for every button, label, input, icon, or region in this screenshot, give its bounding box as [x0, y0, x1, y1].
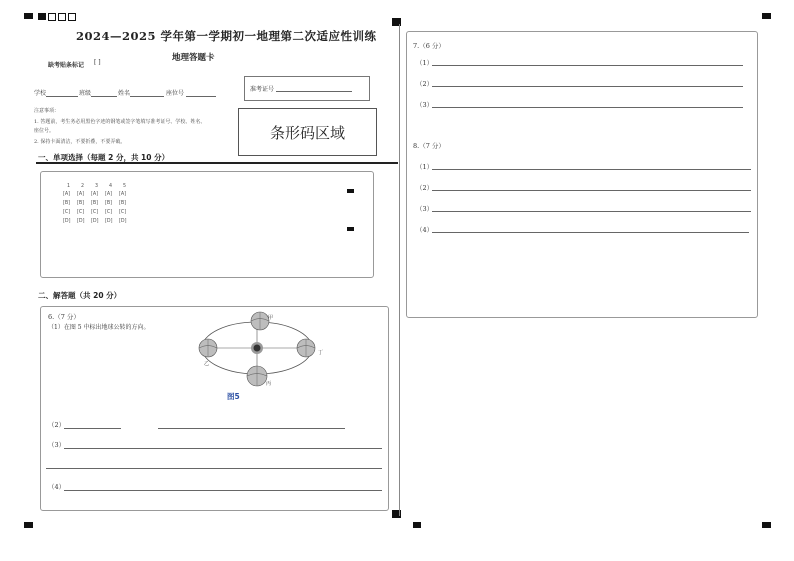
notes-line-2: 座位号。 [34, 128, 55, 134]
fig-label-bing: 丙 [266, 381, 272, 387]
school-field[interactable] [46, 96, 78, 97]
class-field[interactable] [91, 96, 117, 97]
corner-mark-bottom-right [762, 522, 771, 528]
mcq-bubble[interactable]: [A] [105, 192, 113, 197]
q7-part2-label: （2） [416, 80, 434, 88]
fig-label-ding: 丁 [318, 350, 324, 356]
corner-mark-top-left [24, 13, 33, 19]
q8-title: 8.（7 分） [413, 142, 445, 150]
earth-bottom [247, 366, 267, 386]
q7-part1-label: （1） [416, 59, 434, 67]
header-marker-empty-2 [58, 13, 66, 21]
header-marker-filled [38, 13, 46, 20]
q8-part1-answer-line[interactable] [432, 169, 751, 170]
q8-part2-label: （2） [416, 184, 434, 192]
fig-label-jia: 甲 [268, 315, 274, 321]
section1-rule [36, 162, 398, 164]
corner-mark-top-right [762, 13, 771, 19]
mcq-bubble[interactable]: [D] [77, 219, 85, 224]
q8-part4-answer-line[interactable] [432, 232, 749, 233]
earth-top [251, 312, 269, 330]
section2-heading: 二、解答题（共 20 分） [38, 291, 122, 300]
seat-label: 座位号 [166, 90, 185, 97]
mcq-bubble[interactable]: [C] [119, 210, 127, 215]
mcq-bubble[interactable]: [C] [105, 210, 113, 215]
mcq-number: 4 [109, 184, 113, 189]
q6-part4-label: （4） [48, 483, 66, 491]
figure-caption: 图5 [227, 392, 240, 401]
exam-number-field[interactable] [276, 91, 352, 92]
q7-q8-answer-box [406, 31, 758, 318]
q6-part4-answer-line[interactable] [64, 490, 382, 491]
mcq-bubble[interactable]: [D] [105, 219, 113, 224]
page-title: 2024—2025 学年第一学期初一地理第二次适应性训练 [76, 29, 377, 43]
mcq-bubble[interactable]: [C] [63, 210, 71, 215]
mcq-number: 1 [67, 184, 71, 189]
page-divider [399, 24, 400, 516]
mcq-bubble[interactable]: [B] [63, 201, 71, 206]
q6-part2-answer-line-b[interactable] [158, 428, 345, 429]
mcq-answer-box [40, 171, 374, 278]
q6-part2-label: （2） [48, 421, 66, 429]
q7-part1-answer-line[interactable] [432, 65, 743, 66]
mcq-bubble[interactable]: [A] [91, 192, 99, 197]
mcq-number: 5 [123, 184, 127, 189]
header-marker-empty-1 [48, 13, 56, 21]
mcq-bubble[interactable]: [D] [91, 219, 99, 224]
mcq-bubble[interactable]: [C] [91, 210, 99, 215]
q8-part3-label: （3） [416, 205, 434, 213]
exam-number-label: 准考证号 [250, 86, 275, 93]
q6-part3-answer-line[interactable] [64, 448, 382, 449]
sun [254, 345, 261, 352]
earth-right [297, 339, 315, 357]
mcq-bubble[interactable]: [C] [77, 210, 85, 215]
earth-left [199, 339, 217, 357]
q6-part2-answer-line-a[interactable] [64, 428, 121, 429]
mcq-bubble[interactable]: [A] [119, 192, 127, 197]
corner-mark-bottom-mid [413, 522, 421, 528]
seat-field[interactable] [186, 96, 216, 97]
barcode-area [238, 108, 377, 156]
q7-title: 7.（6 分） [413, 42, 445, 50]
mcq-number: 3 [95, 184, 99, 189]
q7-part3-answer-line[interactable] [432, 107, 743, 108]
q8-part3-answer-line[interactable] [432, 211, 751, 212]
q6-part3-answer-line-2[interactable] [46, 468, 382, 469]
q8-part1-label: （1） [416, 163, 434, 171]
absent-bracket[interactable]: [ ] [94, 59, 101, 66]
mcq-bubble[interactable]: [B] [91, 201, 99, 206]
section1-heading: 一、单项选择（每题 2 分，共 10 分） [38, 153, 170, 162]
mcq-number: 2 [81, 184, 85, 189]
header-marker-empty-3 [68, 13, 76, 21]
notes-line-3: 2. 保持卡面清洁，不要折叠，不要弄破。 [34, 139, 126, 145]
mcq-bubble[interactable]: [D] [63, 219, 71, 224]
name-label: 姓名 [118, 90, 131, 97]
q7-part3-label: （3） [416, 101, 434, 109]
mcq-bubble[interactable]: [B] [105, 201, 113, 206]
q6-title: 6.（7 分） [48, 313, 80, 321]
mcq-bubble[interactable]: [A] [77, 192, 85, 197]
q7-part2-answer-line[interactable] [432, 86, 743, 87]
q8-part4-label: （4） [416, 226, 434, 234]
notes-line-1: 1. 答题前，考生务必用黑色字迹的钢笔或签字笔填写准考证号、学校、姓名、 [34, 119, 206, 125]
q6-part1-prompt: （1）在图 5 中标出地球公转的方向。 [48, 324, 150, 331]
corner-mark-bottom-left [24, 522, 33, 528]
name-field[interactable] [130, 96, 164, 97]
notes-heading: 注意事项： [34, 108, 60, 114]
class-label: 班级 [79, 90, 92, 97]
q6-part3-label: （3） [48, 441, 66, 449]
school-label: 学校 [34, 90, 47, 97]
barcode-label: 条形码区域 [269, 123, 345, 142]
absent-label: 缺考贴条标记 [48, 62, 85, 69]
fig-label-yi: 乙 [204, 361, 210, 367]
q8-part2-answer-line[interactable] [432, 190, 751, 191]
mcq-bubble[interactable]: [B] [119, 201, 127, 206]
mcq-bubble[interactable]: [A] [63, 192, 71, 197]
mcq-bubble[interactable]: [B] [77, 201, 85, 206]
earth-orbit-figure [190, 308, 330, 390]
mcq-bubble[interactable]: [D] [119, 219, 127, 224]
page-subtitle: 地理答题卡 [172, 53, 215, 63]
